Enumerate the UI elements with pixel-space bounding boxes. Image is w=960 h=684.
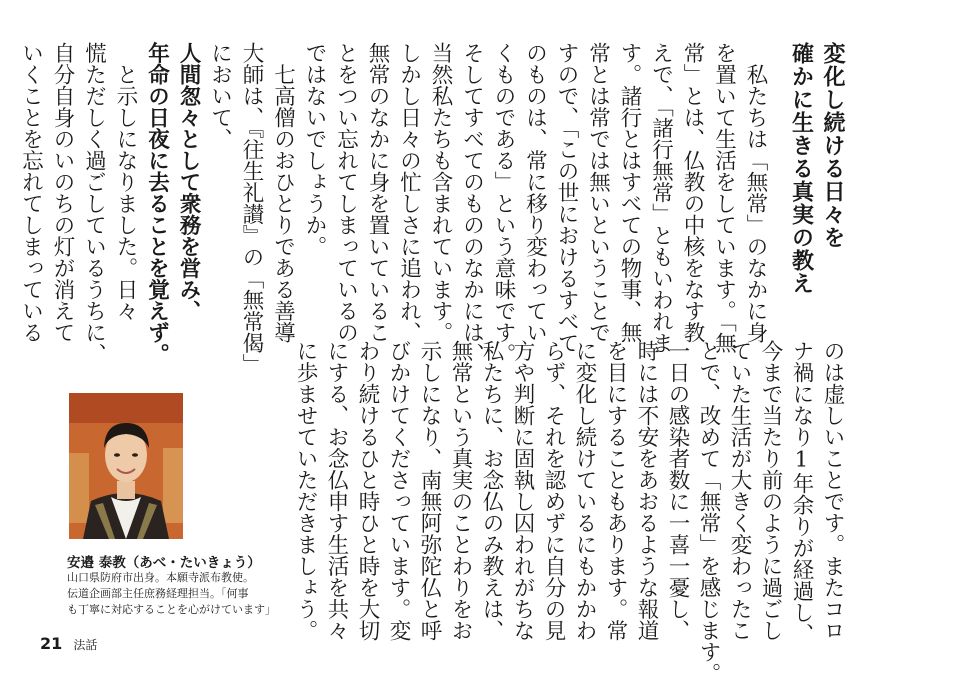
author-bio bbox=[67, 570, 276, 618]
body-line: において、 bbox=[207, 42, 233, 150]
author-photo bbox=[69, 393, 183, 539]
body-line: を置いて生活をしています。「無 bbox=[711, 42, 737, 354]
body-line: に変化し続けているにもかかわ bbox=[572, 340, 597, 641]
body-line: そしてすべてのもののなかには、 bbox=[459, 42, 485, 365]
body-line: と示しになりました。日々 bbox=[113, 42, 138, 322]
author-name: 安邉 泰教（あべ・たいきょう） bbox=[67, 555, 261, 571]
quote-line: 年命の日夜に去ることを覚えず。 bbox=[144, 42, 170, 365]
body-line: のものは、常に移り変わってい bbox=[522, 42, 548, 343]
body-line: いくことを忘れてしまっている bbox=[18, 42, 44, 343]
author-bio-line: 山口県防府市出身。本願寺派布教使。 bbox=[67, 571, 254, 584]
body-line: 方や判断に固執し囚われがちな bbox=[510, 340, 535, 641]
body-line: 慌ただしく過ごしているうちに、 bbox=[81, 42, 107, 365]
body-line: しかし日々の忙しさに追われ、 bbox=[396, 42, 422, 343]
body-line: 常とは常では無いということで bbox=[585, 42, 611, 343]
body-line: 時には不安をあおるような報道 bbox=[634, 340, 659, 641]
body-line: 七高僧のおひとりである善導 bbox=[270, 42, 296, 343]
body-line: 私たちに、お念仏のみ教えは、 bbox=[479, 340, 504, 641]
body-line: 今まで当たり前のように過ごし bbox=[758, 340, 783, 641]
body-line: 無常という真実のことわりをお bbox=[448, 340, 473, 641]
body-line: に歩ませていただきましょう。 bbox=[293, 340, 318, 641]
body-line: 私たちは「無常」のなかに身 bbox=[743, 42, 768, 343]
title-line: 確かに生きる真実の教え bbox=[788, 42, 814, 295]
page-footer bbox=[40, 634, 97, 653]
article-lower-block bbox=[293, 340, 848, 684]
body-line: 示しになり、南無阿弥陀仏と呼 bbox=[417, 340, 442, 641]
body-line: とをつい忘れてしまっているの bbox=[333, 42, 359, 343]
body-line: えで、「諸行無常」ともいわれま bbox=[648, 42, 674, 354]
author-portrait-icon bbox=[69, 393, 183, 539]
body-line: わり続けるひと時ひと時を大切 bbox=[355, 340, 380, 641]
body-line: すので、「この世におけるすべて bbox=[554, 42, 579, 354]
body-line: 常」とは、仏教の中核をなす教 bbox=[680, 42, 705, 343]
body-line: ではないでしょうか。 bbox=[302, 42, 327, 257]
author-bio-line: 伝道企画部主任庶務経理担当。「何事 bbox=[67, 587, 249, 600]
body-line: す。諸行とはすべての物事、無 bbox=[617, 42, 642, 343]
body-line: 大師は、『往生礼讃』の「無常偈」 bbox=[239, 42, 264, 376]
body-line: ていた生活が大きく変わったこ bbox=[727, 340, 752, 641]
quote-line: 人間怱々として衆務を営み、 bbox=[176, 42, 201, 322]
magazine-name: 法話 bbox=[73, 638, 98, 652]
article-title bbox=[785, 42, 848, 322]
body-line: らず、それを認めずに自分の見 bbox=[541, 340, 566, 641]
body-line: 一日の感染者数に一喜一憂し、 bbox=[665, 340, 690, 641]
body-line: ナ禍になり1年余りが経過し、 bbox=[789, 340, 814, 645]
author-bio-line: も丁寧に対応することを心がけています」 bbox=[67, 603, 276, 616]
body-line: 当然私たちも含まれています。 bbox=[428, 42, 453, 343]
body-line: を目にすることもあります。常 bbox=[603, 340, 628, 641]
body-line: 自分自身のいのちの灯が消えて bbox=[50, 42, 75, 343]
title-line: 変化し続ける日々を bbox=[820, 42, 845, 249]
body-line: 無常のなかに身を置いているこ bbox=[365, 42, 390, 343]
body-line: びかけてくださっています。変 bbox=[386, 340, 411, 641]
body-line: とで、改めて「無常」を感じます。 bbox=[696, 340, 721, 684]
article-upper-block bbox=[18, 42, 848, 376]
body-line: にする、お念仏申す生活を共々 bbox=[324, 340, 349, 641]
body-line: くものである」という意味です。 bbox=[491, 42, 516, 365]
body-line: のは虚しいことです。またコロ bbox=[820, 340, 845, 641]
page-number: 21 bbox=[40, 634, 63, 653]
